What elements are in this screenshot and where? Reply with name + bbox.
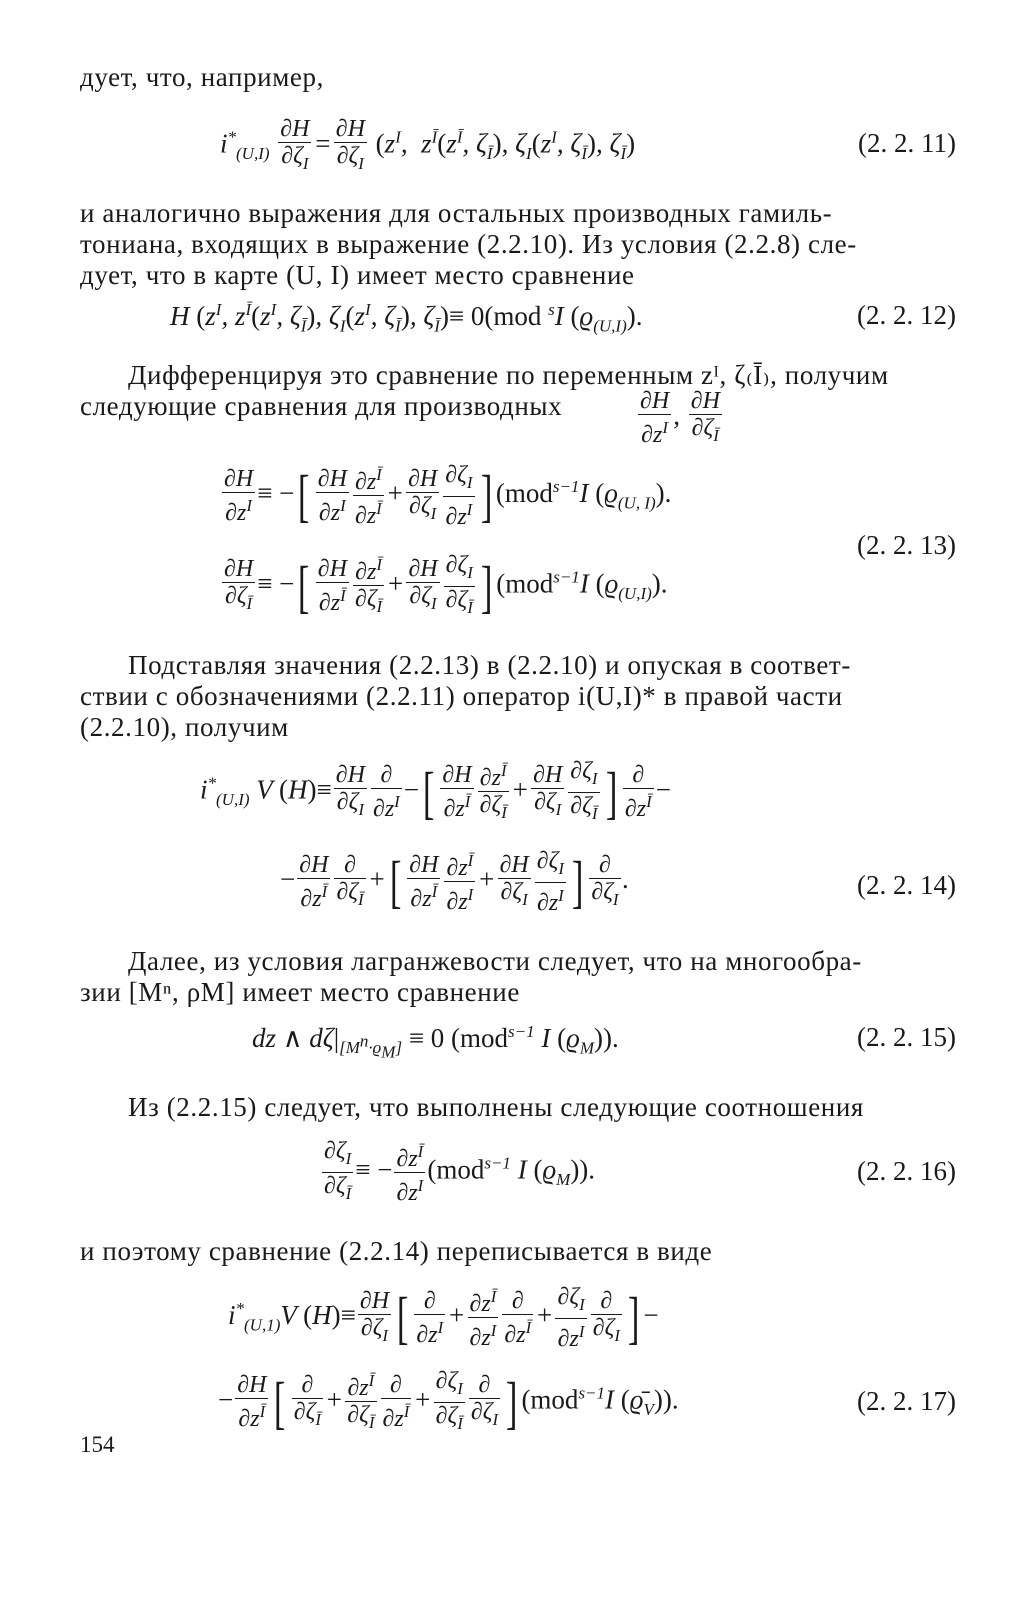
text-line: и поэтому сравнение (2.2.14) переписывается в виде xyxy=(80,1236,713,1266)
equation-body: $\frac{\partial\zeta_I}{\partial\zeta_Ī}$ ≡ − $\frac{\partial z^Ī}{\partial z^I}$ (mod$^{s-1}$ I $(ϱ_M)$). xyxy=(324,1138,596,1206)
equation-2-2-11 xyxy=(60,112,956,182)
equation-body: $i^*_{(U,I)}$ $\frac{\partial H}{\partial\zeta_I}$ = $\frac{\partial H}{\partial\zeta_I}$ ($z^I$, $z^Ī(z^Ī$, $\zeta_Ī$), $\zeta_I(z^I$, $\zeta_Ī$), $\zeta_Ī$) xyxy=(220,116,636,173)
equation-number: (2. 2. 17) xyxy=(857,1386,956,1416)
paragraph-2 xyxy=(80,198,956,291)
equation-number: (2. 2. 16) xyxy=(857,1156,956,1186)
paragraph-6 xyxy=(80,1092,956,1123)
equation-number: (2. 2. 14) xyxy=(857,870,956,900)
equation-line-1: $\frac{\partial H}{\partial z^I}$ ≡ −[ $\frac{\partial H}{\partial z^I}$ $\frac{\partial z^Ī}{\partial z^Ī}$ + $\frac{\partial H}{\partial\zeta_I}$ $\frac{\partial\zeta_I}{\partial z^I}$ ] (mod$^{s-1}$I $(ϱ_{(U, I)})$. xyxy=(224,462,672,530)
derivatives-inline: $\frac{\partial H}{\partial z^I}$ , $\frac{\partial H}{\partial\zeta_Ī}$ xyxy=(640,388,720,449)
equation-number: (2. 2. 11) xyxy=(858,128,956,158)
equation-2-2-15 xyxy=(60,1022,956,1066)
equation-body: H ($z^I$, $z^Ī(z^I$, $\zeta_Ī$), $\zeta_I(z^I$, $\zeta_Ī$), $\zeta_Ī)\equiv 0(mod$ $^s$I $(ϱ_{(U,I)})$. xyxy=(170,300,643,336)
equation-line-1: $i^*_{(U,1)}V$ (H)≡ $\frac{\partial H}{\partial\zeta_I}$ [ $\frac{\partial}{\partial z^I}$ + $\frac{\partial z^Ī}{\partial z^I}$ $\frac{\partial}{\partial z^Ī}$ + $\frac{\partial\zeta_I}{\partial z^I}$ $\frac{\partial}{\partial\zeta_I}$ ] − xyxy=(228,1284,659,1352)
text-line: дует, что, например, xyxy=(80,62,324,92)
text-line: Из (2.2.15) следует, что выполнены следующие соотношения xyxy=(128,1092,864,1122)
equation-line-2: − $\frac{\partial H}{\partial z^Ī}$ $\frac{\partial}{\partial\zeta_Ī}$ +[ $\frac{\partial H}{\partial z^Ī}$ $\frac{\partial z^Ī}{\partial z^I}$ + $\frac{\partial H}{\partial\zeta_I}$ $\frac{\partial\zeta_I}{\partial z^I}$ ] $\frac{\partial}{\partial\zeta_I}$ . xyxy=(280,848,630,916)
paragraph-5 xyxy=(80,946,956,1008)
text-line: Далее, из условия лагранжевости следует, что на многообра- xyxy=(128,946,862,976)
text-line: Подставляя значения (2.2.13) в (2.2.10) и опуская в соответ- xyxy=(128,650,851,680)
equation-number: (2. 2. 15) xyxy=(857,1022,956,1052)
paragraph-3 xyxy=(80,360,956,422)
text-line: следующие сравнения для производных xyxy=(80,391,563,421)
equation-line-1: $i^*_{(U,I)}$ V (H)≡ $\frac{\partial H}{\partial\zeta_I}$ $\frac{\partial}{\partial z^I}$ −[ $\frac{\partial H}{\partial z^Ī}$ $\frac{\partial z^Ī}{\partial\zeta_Ī}$ + $\frac{\partial H}{\partial\zeta_I}$ $\frac{\partial\zeta_I}{\partial\zeta_Ī}$ ] $\frac{\partial}{\partial z^Ī}$ − xyxy=(200,758,671,825)
equation-number: (2. 2. 12) xyxy=(857,300,956,330)
text-line: (2.2.10), получим xyxy=(80,712,289,742)
text-line: и аналогично выражения для остальных производных гамиль- xyxy=(80,198,833,228)
equation-line-2: $\frac{\partial H}{\partial\zeta_Ī}$ ≡ −[ $\frac{\partial H}{\partial z^Ī}$ $\frac{\partial z^Ī}{\partial\zeta_Ī}$ + $\frac{\partial H}{\partial\zeta_I}$ $\frac{\partial\zeta_I}{\partial\zeta_Ī}$ ] (mod$^{s-1}$I $(ϱ_{(U,I)})$. xyxy=(224,552,668,619)
text-line: дует, что в карте (U, I) имеет место сравнение xyxy=(80,260,635,290)
equation-number: (2. 2. 13) xyxy=(857,530,956,560)
text-line: зии [Mⁿ, ρM] имеет место сравнение xyxy=(80,977,520,1007)
equation-2-2-12 xyxy=(60,300,956,340)
equation-2-2-13 xyxy=(60,462,956,632)
equation-2-2-14 xyxy=(60,758,956,928)
text-line: тониана, входящих в выражение (2.2.10). Из условия (2.2.8) сле- xyxy=(80,229,857,259)
paragraph-1 xyxy=(80,62,956,93)
text-line: ствии с обозначениями (2.2.11) оператор i(U,I)* в правой части xyxy=(80,681,843,711)
equation-2-2-16 xyxy=(60,1138,956,1208)
equation-body: dz ∧ $d\zeta|_{[M^n\cdot ϱ_M]} \equiv 0$ (mod$^{s-1}$ I $(ϱ_M)$). xyxy=(252,1022,619,1062)
paragraph-4 xyxy=(80,650,956,743)
equation-line-2: − $\frac{\partial H}{\partial z^Ī}$ [ $\frac{\partial}{\partial\zeta_Ī}$ + $\frac{\partial z^Ī}{\partial\zeta_Ī}$ $\frac{\partial}{\partial z^Ī}$ + $\frac{\partial\zeta_I}{\partial\zeta_Ī}$ $\frac{\partial}{\partial\zeta_I}$ ] (mod$^{s-1}$I $(ϱ̄_V)$). xyxy=(218,1368,679,1435)
equation-2-2-17 xyxy=(60,1284,956,1444)
paragraph-7 xyxy=(80,1236,956,1267)
text-line: Дифференцируя это сравнение по переменным zᴵ, ζ₍Ī₎, получим xyxy=(128,360,889,390)
page-number: 154 xyxy=(80,1432,115,1457)
